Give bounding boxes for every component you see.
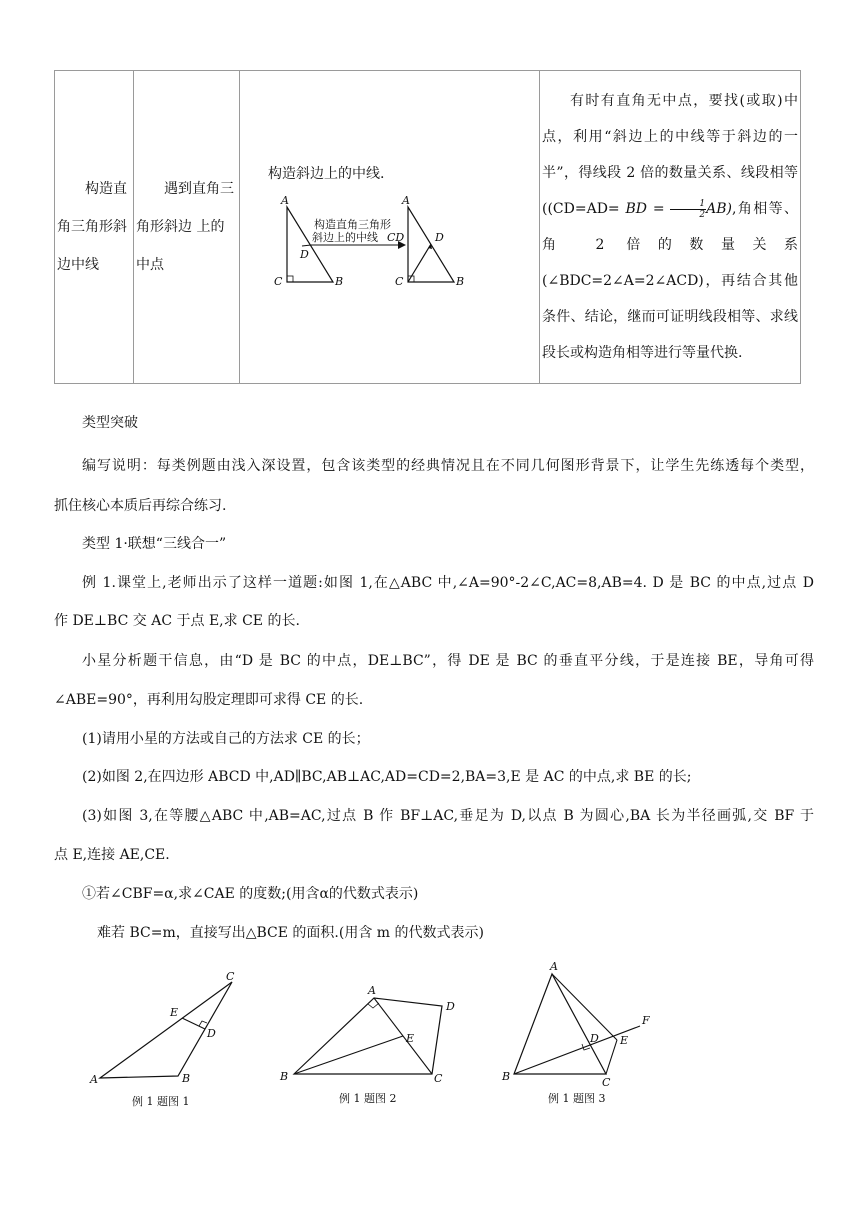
question-3-part-1: ①若∠CBF=α,求∠CAE 的度数;(用含α的代数式表示): [82, 886, 419, 902]
quadrilateral-abcd: [294, 998, 442, 1074]
fig2-label-c: C: [434, 1072, 443, 1085]
label-a-right: A: [402, 194, 410, 207]
explanation-part2: ,角相等、角 2 倍的数量关系(∠BDC=2∠A=2∠ACD)，再结合其他条件、结论，继而可证明线段相等、求线段长或构造角相等进行等量代换.: [542, 201, 799, 361]
fig3-label-b: B: [502, 1070, 511, 1083]
figure-2-caption: 例 1 题图 2: [339, 1092, 397, 1105]
figure-3: [498, 960, 668, 1100]
fig1-label-b: B: [182, 1072, 191, 1085]
label-b-left: B: [335, 275, 344, 288]
fig3-label-d: D: [590, 1032, 599, 1045]
note-line-2: 抓住核心本质后再综合练习.: [54, 498, 227, 514]
segment-ce: [606, 1040, 617, 1074]
fig2-label-d: D: [446, 1000, 455, 1013]
question-2: (2)如图 2,在四边形 ABCD 中,AD∥BC,AB⊥AC,AD=CD=2,BA=3,E 是 AC 的中点,求 BE 的长;: [82, 769, 692, 785]
explanation-cell: [540, 71, 801, 384]
figure-1: [86, 970, 266, 1110]
trigger-cell: [134, 71, 240, 384]
arrow-text-var: CD: [387, 231, 405, 244]
analysis-line-2: ∠ABE=90°，再利用勾股定理即可求得 CE 的长.: [54, 692, 364, 708]
method-name: 构造直角三角形斜边中线: [57, 181, 127, 273]
table-row: [55, 71, 801, 384]
diagram-caption: 构造斜边上的中线.: [268, 166, 385, 182]
fig1-label-d: D: [207, 1027, 216, 1040]
fig2-label-e: E: [406, 1032, 415, 1045]
fig1-label-a: A: [90, 1073, 98, 1086]
question-1: (1)请用小星的方法或自己的方法求 CE 的长；: [82, 731, 370, 747]
fig2-label-b: B: [280, 1070, 289, 1083]
figure-2: [276, 970, 466, 1110]
segment-ae: [552, 974, 617, 1040]
right-angle-d: [199, 1021, 207, 1026]
analysis-line-1: 小星分析题干信息，由“D 是 BC 的中点，DE⊥BC”，得 DE 是 BC 的垂直平分线，于是连接 BE，导角可得: [82, 653, 814, 669]
section-heading: 类型突破: [82, 415, 138, 431]
figure-3-caption: 例 1 题图 3: [548, 1092, 606, 1105]
fig1-label-e: E: [170, 1006, 179, 1019]
label-c-left: C: [274, 275, 283, 288]
note-line-1: 编写说明：每类例题由浅入深设置，包含该类型的经典情况且在不同几何图形背景下，让学生先练透每个类型，: [82, 458, 814, 474]
fig3-label-c: C: [602, 1076, 611, 1089]
label-a-left: A: [281, 194, 289, 207]
diagram-cell: [240, 71, 540, 384]
fig3-label-a: A: [550, 960, 558, 973]
question-3-line-2: 点 E,连接 AE,CE.: [54, 847, 170, 863]
fraction-numerator: 1: [670, 199, 706, 210]
label-b-right: B: [456, 275, 465, 288]
example-line-2: 作 DE⊥BC 交 AC 于点 E,求 CE 的长.: [54, 613, 300, 629]
fig3-label-f: F: [642, 1014, 650, 1027]
fig2-label-a: A: [368, 984, 376, 997]
trigger-condition: 遇到直角三角形斜边 上的中点: [136, 181, 234, 273]
segment-be: [294, 1036, 403, 1074]
triangle-abc: [514, 974, 606, 1074]
formula-lhs: BD =: [625, 201, 665, 217]
label-d-left: D: [300, 248, 309, 261]
median-diagram: [240, 71, 539, 383]
fig1-label-c: C: [226, 970, 235, 983]
formula-rhs: AB): [706, 201, 733, 217]
explanation-text: [540, 83, 800, 371]
fraction-denominator: 2: [699, 209, 706, 220]
figure-1-caption: 例 1 题图 1: [132, 1095, 190, 1108]
question-3-line-1: (3)如图 3,在等腰△ABC 中,AB=AC,过点 B 作 BF⊥AC,垂足为 D,以点 B 为圆心,BA 长为半径画弧,交 BF 于: [82, 808, 814, 824]
question-3-part-2: 难若 BC=m，直接写出△BCE 的面积.(用含 m 的代数式表示): [97, 925, 484, 941]
fig3-label-e: E: [620, 1034, 629, 1047]
type-heading: 类型 1·联想“三线合一”: [82, 536, 227, 552]
arrow-text-2: 斜边上的中线: [312, 231, 378, 244]
right-angle-a: [368, 1003, 379, 1008]
right-angle-mark: [287, 276, 293, 282]
arrow-text-1: 构造直角三角形: [314, 218, 391, 231]
explanation-part1: 有时有直角无中点，要找(或取)中点，利用“斜边上的中线等于斜边的一半”，得线段 2 倍的数量关系、线段相等((CD=AD=: [542, 93, 798, 217]
example-line-1: 例 1.课堂上,老师出示了这样一道题:如图 1,在△ABC 中,∠A=90°-2∠C,AC=8,AB=4. D 是 BC 的中点,过点 D: [82, 575, 814, 591]
figures-row: [0, 950, 860, 1120]
hypotenuse-tick: [302, 245, 311, 246]
label-d-right: D: [435, 231, 444, 244]
label-c-right: C: [395, 275, 404, 288]
method-table: [54, 70, 801, 384]
segment-de: [182, 1018, 205, 1029]
method-name-cell: [55, 71, 134, 384]
fraction-half: [670, 199, 706, 220]
